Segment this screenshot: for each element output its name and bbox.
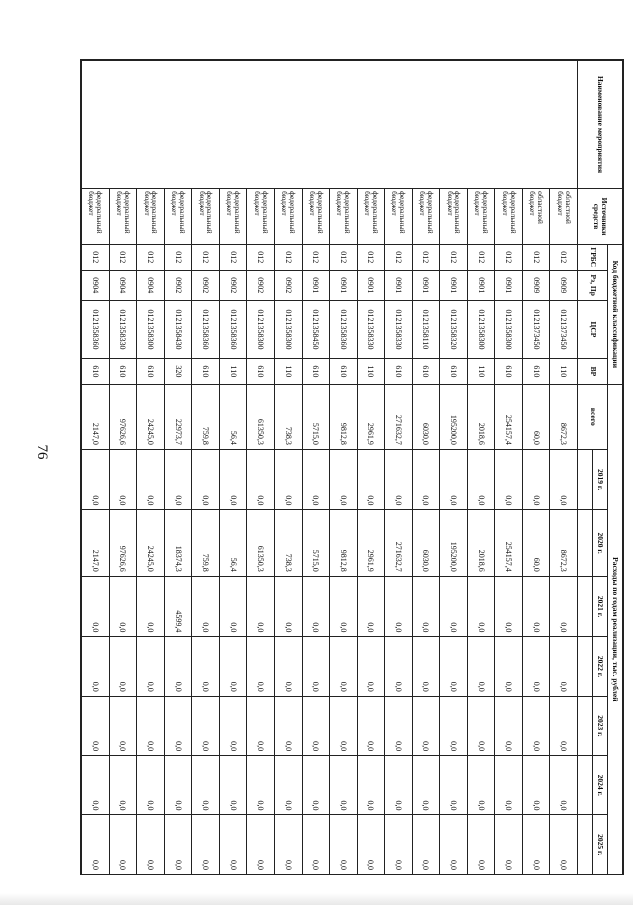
cell-y2025: 0,0: [385, 815, 413, 875]
cell-rzpr: 0901: [440, 270, 468, 300]
cell-rzpr: 0901: [385, 270, 413, 300]
header-rz-pr: Рз, Пр: [578, 270, 608, 300]
cell-y2021: 0,0: [495, 576, 523, 637]
cell-csr: 0121358360: [219, 300, 247, 358]
cell-y2022: 0,0: [550, 637, 578, 696]
cell-total: 22973,7: [164, 384, 192, 449]
rotated-table-container: [81, 60, 623, 875]
cell-y2022: 0,0: [109, 637, 137, 696]
cell-y2021: 0,0: [522, 576, 550, 637]
cell-csr: 0121358430: [164, 300, 192, 358]
cell-y2022: 0,0: [385, 637, 413, 696]
cell-y2019: 0,0: [247, 449, 275, 510]
cell-source: федеральный бюджет: [440, 189, 468, 245]
cell-y2025: 0,0: [192, 815, 220, 875]
cell-y2019: 0,0: [440, 449, 468, 510]
cell-y2024: 0,0: [522, 756, 550, 815]
cell-y2020: 18374,3: [164, 510, 192, 576]
cell-y2024: 0,0: [467, 756, 495, 815]
cell-y2019: 0,0: [412, 449, 440, 510]
cell-grbs: 012: [137, 244, 165, 270]
cell-y2019: 0,0: [550, 449, 578, 510]
cell-csr: 0121358320: [440, 300, 468, 358]
cell-y2021: 0,0: [385, 576, 413, 637]
cell-csr: 0121358360: [82, 300, 110, 358]
header-spacer: [578, 696, 593, 755]
cell-y2021: 0,0: [357, 576, 385, 637]
cell-y2021: 0,0: [550, 576, 578, 637]
cell-y2023: 0,0: [385, 696, 413, 755]
cell-source: федеральный бюджет: [192, 189, 220, 245]
cell-y2023: 0,0: [495, 696, 523, 755]
cell-y2023: 0,0: [467, 696, 495, 755]
cell-y2021: 0,0: [219, 576, 247, 637]
cell-rzpr: 0902: [164, 270, 192, 300]
cell-y2019: 0,0: [302, 449, 330, 510]
cell-rzpr: 0902: [219, 270, 247, 300]
cell-y2022: 0,0: [522, 637, 550, 696]
cell-vr: 610: [495, 359, 523, 385]
cell-rzpr: 0909: [550, 270, 578, 300]
cell-vr: 610: [440, 359, 468, 385]
cell-y2024: 0,0: [192, 756, 220, 815]
cell-y2019: 0,0: [137, 449, 165, 510]
cell-grbs: 012: [412, 244, 440, 270]
cell-y2022: 0,0: [164, 637, 192, 696]
cell-y2022: 0,0: [467, 637, 495, 696]
cell-rzpr: 0902: [247, 270, 275, 300]
cell-source: федеральный бюджет: [357, 189, 385, 245]
cell-vr: 610: [247, 359, 275, 385]
cell-y2024: 0,0: [164, 756, 192, 815]
cell-total: 60,0: [522, 384, 550, 449]
cell-y2024: 0,0: [302, 756, 330, 815]
cell-total: 195200,0: [440, 384, 468, 449]
cell-y2024: 0,0: [219, 756, 247, 815]
header-csr: ЦСР: [578, 300, 608, 358]
cell-grbs: 012: [385, 244, 413, 270]
cell-rzpr: 0902: [192, 270, 220, 300]
cell-vr: 610: [192, 359, 220, 385]
header-total: всего: [578, 384, 608, 449]
cell-grbs: 012: [164, 244, 192, 270]
cell-y2025: 0,0: [330, 815, 358, 875]
cell-source: федеральный бюджет: [247, 189, 275, 245]
cell-grbs: 012: [522, 244, 550, 270]
cell-y2019: 0,0: [385, 449, 413, 510]
cell-y2023: 0,0: [440, 696, 468, 755]
cell-y2021: 0,0: [192, 576, 220, 637]
cell-csr: 0121358300: [274, 300, 302, 358]
cell-source: федеральный бюджет: [302, 189, 330, 245]
cell-csr: 0121358360: [192, 300, 220, 358]
header-event-name: Наименование мероприятия: [578, 61, 623, 189]
cell-csr: 0121358110: [412, 300, 440, 358]
cell-y2023: 0,0: [550, 696, 578, 755]
cell-y2020: 195200,0: [440, 510, 468, 576]
cell-y2020: 738,3: [274, 510, 302, 576]
cell-total: 61350,3: [247, 384, 275, 449]
cell-y2024: 0,0: [357, 756, 385, 815]
cell-y2020: 271632,7: [385, 510, 413, 576]
cell-y2021: 0,0: [330, 576, 358, 637]
cell-y2025: 0,0: [137, 815, 165, 875]
cell-total: 9812,8: [330, 384, 358, 449]
cell-vr: 110: [550, 359, 578, 385]
cell-source: федеральный бюджет: [385, 189, 413, 245]
header-expenses: Расходы по годам реализации, тыс. рублей: [608, 384, 623, 874]
cell-vr: 610: [522, 359, 550, 385]
cell-grbs: 012: [550, 244, 578, 270]
budget-expenses-table: [81, 60, 623, 875]
header-vr: ВР: [578, 359, 608, 385]
cell-y2021: 0,0: [247, 576, 275, 637]
cell-rzpr: 0901: [412, 270, 440, 300]
cell-csr: 0121358330: [385, 300, 413, 358]
cell-source: федеральный бюджет: [467, 189, 495, 245]
cell-source: федеральный бюджет: [82, 189, 110, 245]
page-number: 76: [34, 444, 50, 460]
cell-y2023: 0,0: [522, 696, 550, 755]
cell-csr: 0121358450: [302, 300, 330, 358]
scan-edge: [0, 893, 633, 905]
cell-vr: 110: [274, 359, 302, 385]
cell-grbs: 012: [357, 244, 385, 270]
cell-total: 271632,7: [385, 384, 413, 449]
cell-y2019: 0,0: [522, 449, 550, 510]
cell-vr: 110: [467, 359, 495, 385]
cell-y2023: 0,0: [330, 696, 358, 755]
cell-y2024: 0,0: [412, 756, 440, 815]
cell-y2020: 759,8: [192, 510, 220, 576]
cell-source: областной бюджет: [522, 189, 550, 245]
cell-y2024: 0,0: [550, 756, 578, 815]
cell-vr: 320: [164, 359, 192, 385]
cell-csr: 0121358300: [467, 300, 495, 358]
cell-total: 56,4: [219, 384, 247, 449]
header-spacer: [578, 510, 593, 576]
header-year-2020: 2020 г.: [593, 510, 608, 576]
cell-csr: 0121358330: [109, 300, 137, 358]
header-year-2021: 2021 г.: [593, 576, 608, 637]
cell-y2019: 0,0: [495, 449, 523, 510]
cell-y2022: 0,0: [357, 637, 385, 696]
cell-y2025: 0,0: [467, 815, 495, 875]
cell-source: федеральный бюджет: [330, 189, 358, 245]
cell-y2021: 0,0: [467, 576, 495, 637]
cell-total: 738,3: [274, 384, 302, 449]
cell-y2019: 0,0: [164, 449, 192, 510]
header-spacer: [578, 449, 593, 510]
cell-source: федеральный бюджет: [137, 189, 165, 245]
cell-grbs: 012: [330, 244, 358, 270]
cell-total: 5715,0: [302, 384, 330, 449]
cell-y2022: 0,0: [495, 637, 523, 696]
cell-y2025: 0,0: [522, 815, 550, 875]
cell-csr: 0121358300: [247, 300, 275, 358]
cell-y2025: 0,0: [412, 815, 440, 875]
cell-y2020: 2018,6: [467, 510, 495, 576]
cell-csr: 0121358330: [357, 300, 385, 358]
header-source: Источники средств: [578, 189, 623, 245]
cell-y2025: 0,0: [219, 815, 247, 875]
header-row-top: [608, 61, 623, 875]
cell-y2025: 0,0: [550, 815, 578, 875]
cell-grbs: 012: [302, 244, 330, 270]
cell-source: федеральный бюджет: [219, 189, 247, 245]
header-spacer: [578, 637, 593, 696]
cell-vr: 610: [109, 359, 137, 385]
cell-y2020: 8672,3: [550, 510, 578, 576]
cell-y2025: 0,0: [274, 815, 302, 875]
cell-total: 8672,3: [550, 384, 578, 449]
cell-total: 254157,4: [495, 384, 523, 449]
cell-y2023: 0,0: [137, 696, 165, 755]
cell-y2024: 0,0: [440, 756, 468, 815]
cell-rzpr: 0909: [522, 270, 550, 300]
cell-total: 24245,0: [137, 384, 165, 449]
header-spacer: [578, 576, 593, 637]
header-spacer: [578, 756, 593, 815]
cell-csr: 0121358300: [495, 300, 523, 358]
cell-grbs: 012: [467, 244, 495, 270]
cell-grbs: 012: [109, 244, 137, 270]
cell-vr: 610: [137, 359, 165, 385]
cell-y2020: 2961,9: [357, 510, 385, 576]
cell-y2022: 0,0: [412, 637, 440, 696]
cell-source: федеральный бюджет: [274, 189, 302, 245]
cell-y2020: 2147,0: [82, 510, 110, 576]
cell-csr: 0121358300: [137, 300, 165, 358]
cell-y2023: 0,0: [412, 696, 440, 755]
cell-vr: 110: [357, 359, 385, 385]
cell-y2022: 0,0: [440, 637, 468, 696]
cell-y2023: 0,0: [357, 696, 385, 755]
header-grbs: ГРБС: [578, 244, 608, 270]
cell-y2024: 0,0: [137, 756, 165, 815]
cell-y2021: 0,0: [440, 576, 468, 637]
cell-grbs: 012: [192, 244, 220, 270]
cell-y2020: 254157,4: [495, 510, 523, 576]
cell-y2025: 0,0: [164, 815, 192, 875]
cell-y2023: 0,0: [164, 696, 192, 755]
cell-y2019: 0,0: [330, 449, 358, 510]
cell-total: 759,8: [192, 384, 220, 449]
cell-y2019: 0,0: [82, 449, 110, 510]
cell-grbs: 012: [82, 244, 110, 270]
cell-total: 2018,6: [467, 384, 495, 449]
cell-y2025: 0,0: [357, 815, 385, 875]
cell-y2021: 0,0: [137, 576, 165, 637]
cell-y2020: 9812,8: [330, 510, 358, 576]
header-year-2022: 2022 г.: [593, 637, 608, 696]
cell-grbs: 012: [495, 244, 523, 270]
cell-y2024: 0,0: [109, 756, 137, 815]
cell-grbs: 012: [440, 244, 468, 270]
cell-total: 97626,6: [109, 384, 137, 449]
cell-y2020: 6030,0: [412, 510, 440, 576]
cell-y2023: 0,0: [247, 696, 275, 755]
cell-y2020: 56,4: [219, 510, 247, 576]
cell-csr: 0121373450: [522, 300, 550, 358]
cell-source: областной бюджет: [550, 189, 578, 245]
header-classification: Код бюджетной классификации: [608, 244, 623, 384]
event-name-cell: [82, 61, 578, 189]
cell-csr: 0121358360: [330, 300, 358, 358]
cell-y2022: 0,0: [274, 637, 302, 696]
cell-y2024: 0,0: [330, 756, 358, 815]
header-year-2025: 2025 г.: [593, 815, 608, 875]
cell-rzpr: 0901: [357, 270, 385, 300]
header-year-2023: 2023 г.: [593, 696, 608, 755]
cell-y2021: 0,0: [109, 576, 137, 637]
cell-y2019: 0,0: [274, 449, 302, 510]
cell-y2022: 0,0: [247, 637, 275, 696]
table-row: [550, 61, 578, 875]
cell-y2019: 0,0: [219, 449, 247, 510]
cell-y2022: 0,0: [192, 637, 220, 696]
cell-y2019: 0,0: [467, 449, 495, 510]
cell-vr: 110: [219, 359, 247, 385]
cell-y2019: 0,0: [109, 449, 137, 510]
cell-source: федеральный бюджет: [164, 189, 192, 245]
cell-y2024: 0,0: [274, 756, 302, 815]
cell-total: 6030,0: [412, 384, 440, 449]
cell-y2019: 0,0: [192, 449, 220, 510]
cell-y2023: 0,0: [302, 696, 330, 755]
cell-csr: 0121373450: [550, 300, 578, 358]
cell-y2025: 0,0: [302, 815, 330, 875]
cell-rzpr: 0901: [302, 270, 330, 300]
cell-total: 2147,0: [82, 384, 110, 449]
cell-rzpr: 0901: [467, 270, 495, 300]
cell-y2020: 5715,0: [302, 510, 330, 576]
budget-table-sheet: [80, 59, 624, 875]
cell-y2021: 0,0: [412, 576, 440, 637]
cell-y2021: 4599,4: [164, 576, 192, 637]
cell-rzpr: 0901: [330, 270, 358, 300]
cell-rzpr: 0904: [109, 270, 137, 300]
cell-y2020: 24245,0: [137, 510, 165, 576]
cell-rzpr: 0904: [137, 270, 165, 300]
cell-total: 2961,9: [357, 384, 385, 449]
cell-vr: 610: [82, 359, 110, 385]
cell-y2023: 0,0: [82, 696, 110, 755]
cell-y2022: 0,0: [219, 637, 247, 696]
cell-y2024: 0,0: [82, 756, 110, 815]
cell-y2020: 61350,3: [247, 510, 275, 576]
cell-y2021: 0,0: [302, 576, 330, 637]
cell-grbs: 012: [247, 244, 275, 270]
cell-y2020: 97626,6: [109, 510, 137, 576]
cell-y2023: 0,0: [109, 696, 137, 755]
cell-rzpr: 0904: [82, 270, 110, 300]
cell-y2025: 0,0: [247, 815, 275, 875]
cell-grbs: 012: [274, 244, 302, 270]
cell-y2019: 0,0: [357, 449, 385, 510]
cell-vr: 610: [330, 359, 358, 385]
cell-vr: 610: [412, 359, 440, 385]
cell-rzpr: 0902: [274, 270, 302, 300]
cell-y2020: 60,0: [522, 510, 550, 576]
cell-y2024: 0,0: [247, 756, 275, 815]
cell-vr: 610: [302, 359, 330, 385]
cell-source: федеральный бюджет: [495, 189, 523, 245]
cell-source: федеральный бюджет: [109, 189, 137, 245]
cell-grbs: 012: [219, 244, 247, 270]
cell-y2025: 0,0: [495, 815, 523, 875]
cell-y2021: 0,0: [274, 576, 302, 637]
cell-vr: 610: [385, 359, 413, 385]
cell-y2023: 0,0: [219, 696, 247, 755]
header-year-2024: 2024 г.: [593, 756, 608, 815]
cell-y2025: 0,0: [109, 815, 137, 875]
cell-y2022: 0,0: [137, 637, 165, 696]
header-spacer: [578, 815, 593, 875]
cell-y2022: 0,0: [302, 637, 330, 696]
cell-y2025: 0,0: [440, 815, 468, 875]
cell-y2025: 0,0: [82, 815, 110, 875]
cell-y2022: 0,0: [330, 637, 358, 696]
cell-y2022: 0,0: [82, 637, 110, 696]
cell-y2024: 0,0: [495, 756, 523, 815]
cell-y2023: 0,0: [192, 696, 220, 755]
cell-y2021: 0,0: [82, 576, 110, 637]
cell-y2024: 0,0: [385, 756, 413, 815]
cell-y2023: 0,0: [274, 696, 302, 755]
cell-source: федеральный бюджет: [412, 189, 440, 245]
table-body: [82, 61, 578, 875]
cell-rzpr: 0901: [495, 270, 523, 300]
header-year-2019: 2019 г.: [593, 449, 608, 510]
